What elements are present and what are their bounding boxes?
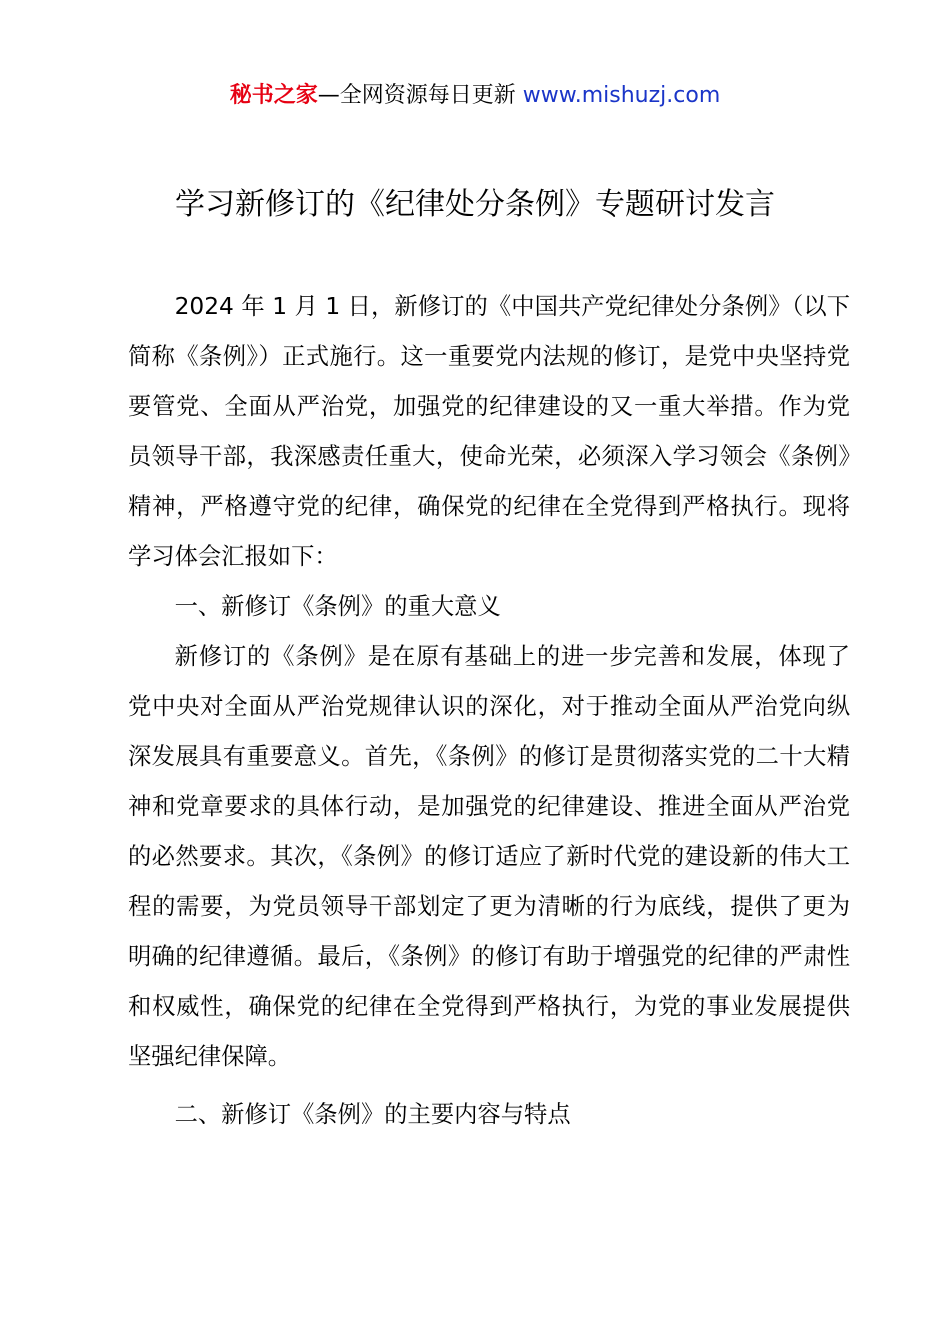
section-heading-2: 二、新修订《条例》的主要内容与特点 — [174, 1101, 571, 1128]
section-heading-1: 一、新修订《条例》的重大意义 — [174, 593, 501, 620]
site-header — [0, 80, 950, 112]
intro-paragraph: 2024 年 1 月 1 日，新修订的《中国共产党纪律处分条例》（以下简称《条例》）正式施行。这一重要党内法规的修订，是党中央坚持党要管党、全面从严治党，加强党的纪律建设的又一重大举措。作为党员领导干部，我深感责任重大，使命光荣，必须深入学习领会《条例》精神，严格遵守党的纪律，确保党的纪律在全党得到严格执行。现将学习体会汇报如下： — [128, 293, 850, 570]
document-title: 学习新修订的《纪律处分条例》专题研讨发言 — [175, 187, 775, 222]
section-1-paragraph: 新修订的《条例》是在原有基础上的进一步完善和发展，体现了党中央对全面从严治党规律认识的深化，对于推动全面从严治党向纵深发展具有重要意义。首先，《条例》的修订是贯彻落实党的二十大精神和党章要求的具体行动，是加强党的纪律建设、推进全面从严治党的必然要求。其次，《条例》的修订适应了新时代党的建设新的伟大工程的需要，为党员领导干部划定了更为清晰的行为底线，提供了更为明确的纪律遵循。最后，《条例》的修订有助于增强党的纪律的严肃性和权威性，确保党的纪律在全党得到严格执行，为党的事业发展提供坚强纪律保障。 — [128, 643, 850, 1070]
site-tagline: —全网资源每日更新 — [317, 83, 523, 108]
site-url: www.mishuzj.com — [522, 83, 721, 108]
document-body — [128, 282, 850, 1140]
site-brand: 秘书之家 — [229, 83, 318, 108]
